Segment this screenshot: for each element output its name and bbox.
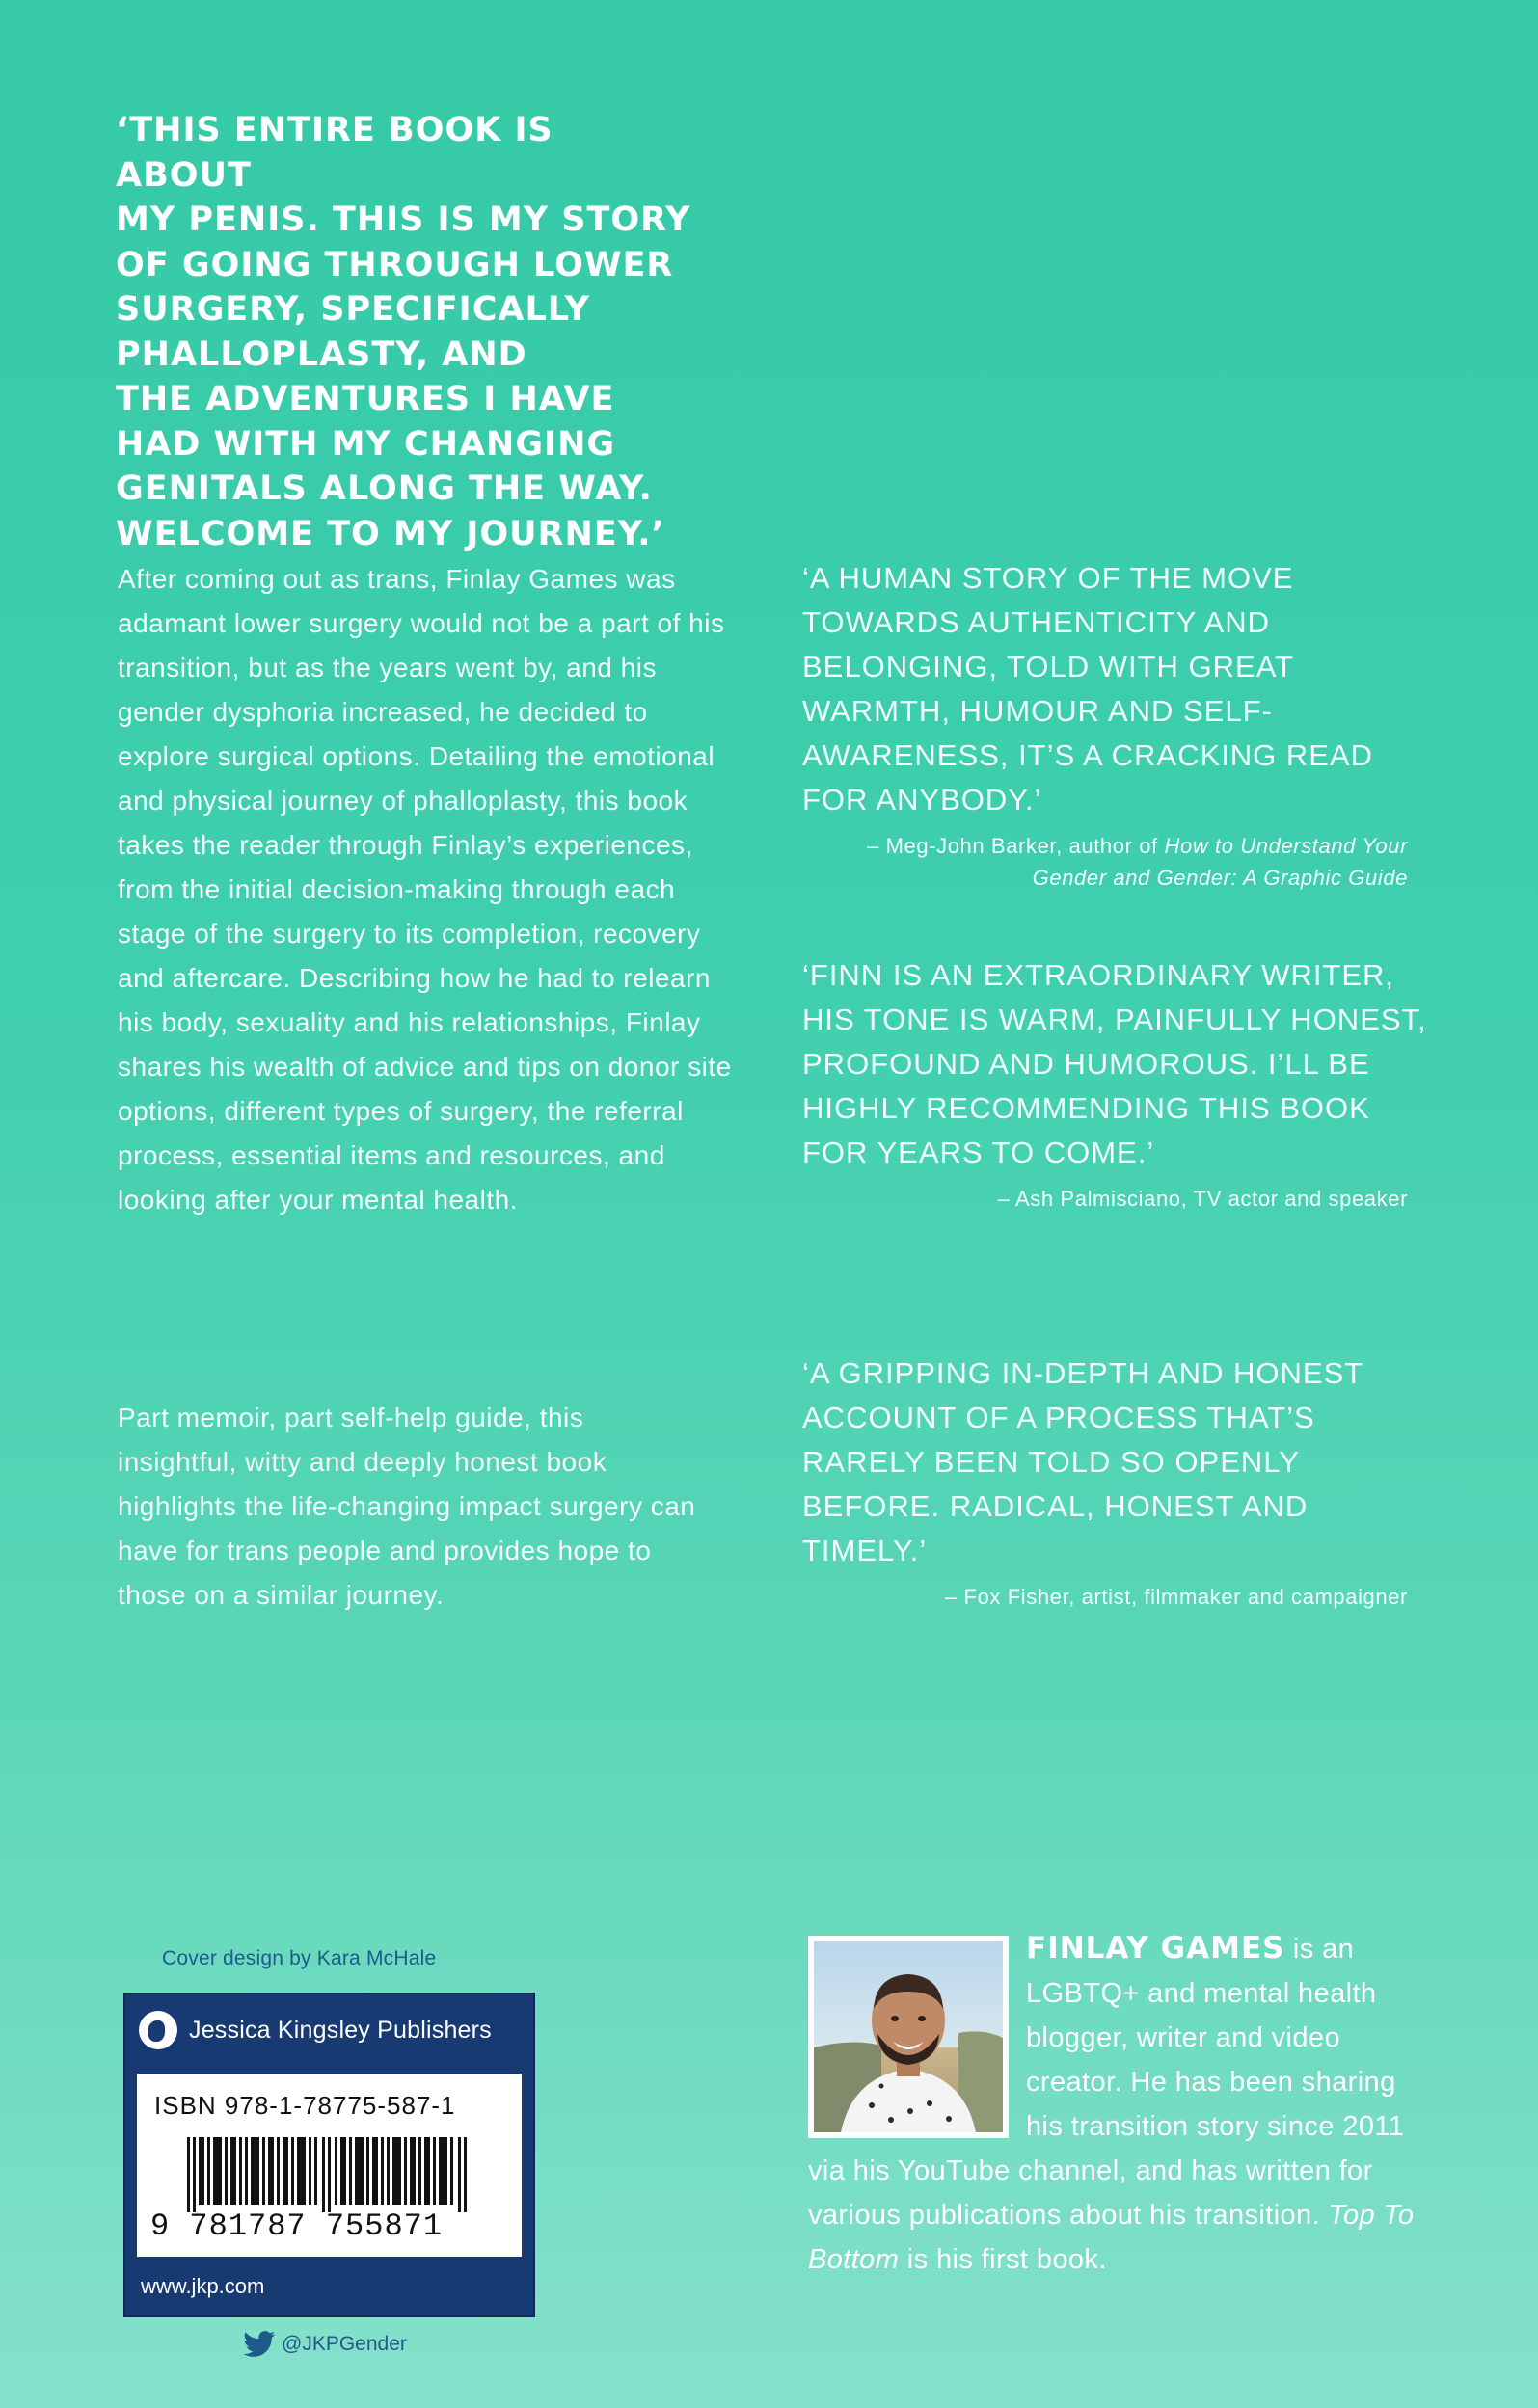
publisher-header bbox=[139, 2008, 520, 2052]
author-name: FINLAY GAMES bbox=[1026, 1931, 1285, 1966]
author-bio bbox=[808, 1926, 1425, 2282]
review-quote-2-attribution: – Ash Palmisciano, TV actor and speaker bbox=[997, 1187, 1408, 1211]
book-title: Top To Bottom bbox=[808, 2200, 1415, 2275]
blurb-paragraph-1: After coming out as trans, Finlay Games was adamant lower surgery would not be a part of his transition, but as the years went by, and his gender dysphoria increased, he decided to explore surgical options. Detailing the emotional and physical journey of phalloplasty, this book takes the reader through Finlay’s experiences, from the initial decision-making through each stage of the surgery to its completion, recovery and aftercare. Describing how he had to relearn his body, sexuality and his relationships, Finlay shares his wealth of advice and tips on donor site options, different types of surgery, the referral process, essential items and resources, and looking after your mental health. bbox=[118, 564, 732, 1215]
attribution-prefix: – Meg-John Barker, author of bbox=[867, 834, 1165, 858]
review-quote-1 bbox=[802, 556, 1439, 894]
review-quote-1-attribution bbox=[802, 830, 1439, 894]
jkp-logo-icon bbox=[139, 2011, 177, 2049]
photo-spacer bbox=[808, 1926, 1026, 2146]
review-quote-2-text: ‘FINN IS AN EXTRAORDINARY WRITER, HIS TONE IS WARM, PAINFULLY HONEST, PROFOUND AND HUMOROUS. I’LL BE HIGHLY RECOMMENDING THIS BOOK FOR YEARS TO COME.’ bbox=[802, 958, 1427, 1169]
review-quote-3 bbox=[802, 1351, 1439, 1613]
twitter-handle-line[interactable] bbox=[243, 2331, 407, 2358]
back-cover-headline: ‘THIS ENTIRE BOOK IS ABOUT MY PENIS. THIS IS MY STORY OF GOING THROUGH LOWER SURGERY, SPECIFICALLY PHALLOPLASTY, AND THE ADVENTURES I HAVE HAD WITH MY CHANGING GENITALS ALONG THE WAY. WELCOME TO MY JOURNEY.’ bbox=[116, 111, 691, 553]
attribution-book-titles: How to Understand Your Gender and Gender: A Graphic Guide bbox=[1032, 834, 1408, 890]
twitter-handle: @JKPGender bbox=[282, 2333, 407, 2355]
twitter-bird-icon bbox=[243, 2331, 276, 2358]
review-quote-2 bbox=[802, 953, 1439, 1215]
author-bio-text: is an LGBTQ+ and mental health blogger, writer and video creator. He has been sharing his transition story since 2011 via his YouTube channel, and has written for various publications about his transition. bbox=[808, 1934, 1405, 2231]
publisher-panel bbox=[123, 1993, 535, 2317]
review-quote-3-text: ‘A GRIPPING IN-DEPTH AND HONEST ACCOUNT OF A PROCESS THAT’S RARELY BEEN TOLD SO OPENLY BEFORE. RADICAL, HONEST AND TIMELY.’ bbox=[802, 1356, 1363, 1567]
review-quote-3-attribution: – Fox Fisher, artist, filmmaker and campaigner bbox=[945, 1585, 1408, 1609]
author-bio-ending: is his first book. bbox=[899, 2244, 1107, 2275]
isbn-barcode-box bbox=[137, 2074, 522, 2257]
isbn-number: ISBN 978-1-78775-587-1 bbox=[154, 2091, 456, 2120]
cover-design-credit: Cover design by Kara McHale bbox=[162, 1947, 437, 1969]
barcode-icon bbox=[187, 2137, 467, 2212]
barcode-digits: 9 781787 755871 bbox=[150, 2208, 444, 2244]
publisher-url[interactable]: www.jkp.com bbox=[141, 2274, 265, 2298]
review-quote-1-text: ‘A HUMAN STORY OF THE MOVE TOWARDS AUTHENTICITY AND BELONGING, TOLD WITH GREAT WARMTH, HUMOUR AND SELF-AWARENESS, IT’S A CRACKING READ FOR ANYBODY.’ bbox=[802, 561, 1373, 816]
blurb-paragraph-2: Part memoir, part self-help guide, this insightful, witty and deeply honest book highlights the life-changing impact surgery can have for trans people and provides hope to those on a similar journey. bbox=[118, 1403, 696, 1610]
publisher-name: Jessica Kingsley Publishers bbox=[189, 2016, 492, 2044]
